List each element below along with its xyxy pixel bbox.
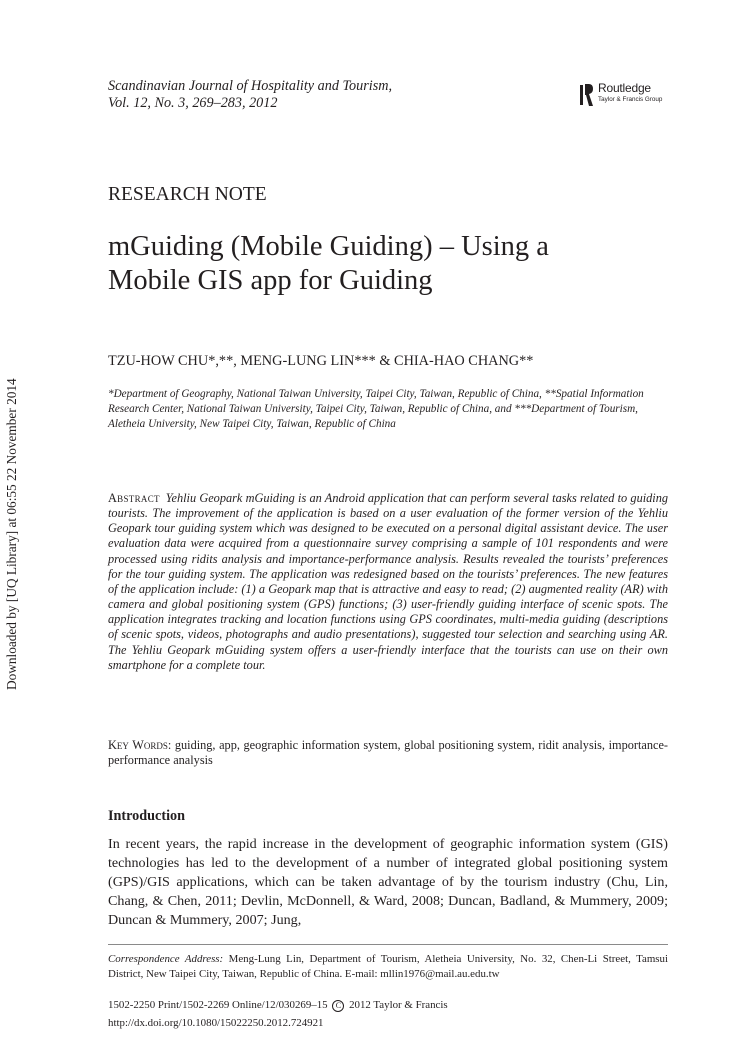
author-list: TZU-HOW CHU*,**, MENG-LUNG LIN*** & CHIA-HAO CHANG** [108,353,534,369]
article-title [108,230,668,298]
keywords [108,738,668,768]
copyright-icon: C [332,1000,344,1012]
issn-numbers: 1502-2250 Print/1502-2269 Online/12/030269–15 [108,999,328,1011]
routledge-r-logo-icon [580,83,594,107]
title-line-1: mGuiding (Mobile Guiding) – Using a [108,231,549,262]
download-watermark: Downloaded by [UQ Library] at 06:55 22 November 2014 [4,378,19,690]
journal-name: Scandinavian Journal of Hospitality and Tourism, [108,78,393,94]
affiliations: *Department of Geography, National Taiwan University, Taipei City, Taiwan, Republic of China, **Spatial Information Research Center, National Taiwan University, Taipei City, Taiwan, Republic of China, and ***Department of Tourism, Aletheia University, New Taipei City, Taiwan, Republic of China [108,388,644,431]
publisher-name: Routledge [598,81,651,95]
correspondence-address [108,952,668,982]
footnote-divider [108,944,668,945]
journal-citation [108,78,392,112]
issn-line [108,998,448,1013]
publisher-logo [580,82,680,108]
abstract [108,491,668,673]
copyright-holder: 2012 Taylor & Francis [349,999,448,1011]
journal-volume: Vol. 12, No. 3, 269–283, 2012 [108,95,278,111]
correspondence-text: Meng-Lung Lin, Department of Tourism, Aletheia University, No. 32, Chen-Li Street, Tamsui District, New Taipei City, Taiwan, Republic of China. E-mail: mllin1976@mail.au.edu.tw [108,953,669,981]
title-line-2: Mobile GIS app for Guiding [108,265,433,296]
introduction-paragraph: In recent years, the rapid increase in the development of geographic information system (GIS) technologies has led to the development of a number of integrated global positioning system (GPS)/GIS applications, which can be taken advantage of by the tourism industry (Chu, Lin, Chang, & Chen, 2011; Devlin, McDonnell, & Ward, 2008; Duncan, Badland, & Mummery, 2009; Duncan & Mummery, 2007; Jung, [108,836,668,929]
keywords-label: Key Words [108,738,168,752]
doi-link[interactable]: http://dx.doi.org/10.1080/15022250.2012.724921 [108,1017,324,1029]
section-label: RESEARCH NOTE [108,184,267,205]
section-heading-introduction: Introduction [108,808,185,824]
publisher-group: Taylor & Francis Group [598,96,663,103]
abstract-text: Yehliu Geopark mGuiding is an Android application that can perform several tasks related to guiding tourists. The improvement of the application is based on a user evaluation of the former version of the Yehliu Geopark tour guiding system which was designed to be executed on a personal digital assistant device. The user evaluation data were acquired from a questionnaire survey comprising a sample of 101 respondents and were processed using ridits analysis and importance-performance analysis. Results revealed the tourists’ preferences for the tour guiding system. The application was redesigned based on the tourists’ preferences. The new features of the application include: (1) a Geopark map that is attractive and easy to read; (2) augmented reality (AR) with camera and global positioning system (GPS) functions; (3) user-friendly guiding interface of scenic spots. The application integrates tracking and location functions using GPS coordinates, multi-media guiding (descriptions of scenic spots, videos, photographs and audio presentations), suggested tour selection and searching using AR. The Yehliu Geopark mGuiding system offers a user-friendly interface that the tourists can use on their own smartphone for a complete tour. [108,491,668,672]
keywords-text: : guiding, app, geographic information system, global positioning system, ridit analysis, importance-performance analysis [108,738,669,768]
abstract-label: Abstract [108,491,160,505]
correspondence-label: Correspondence Address: [108,953,224,965]
